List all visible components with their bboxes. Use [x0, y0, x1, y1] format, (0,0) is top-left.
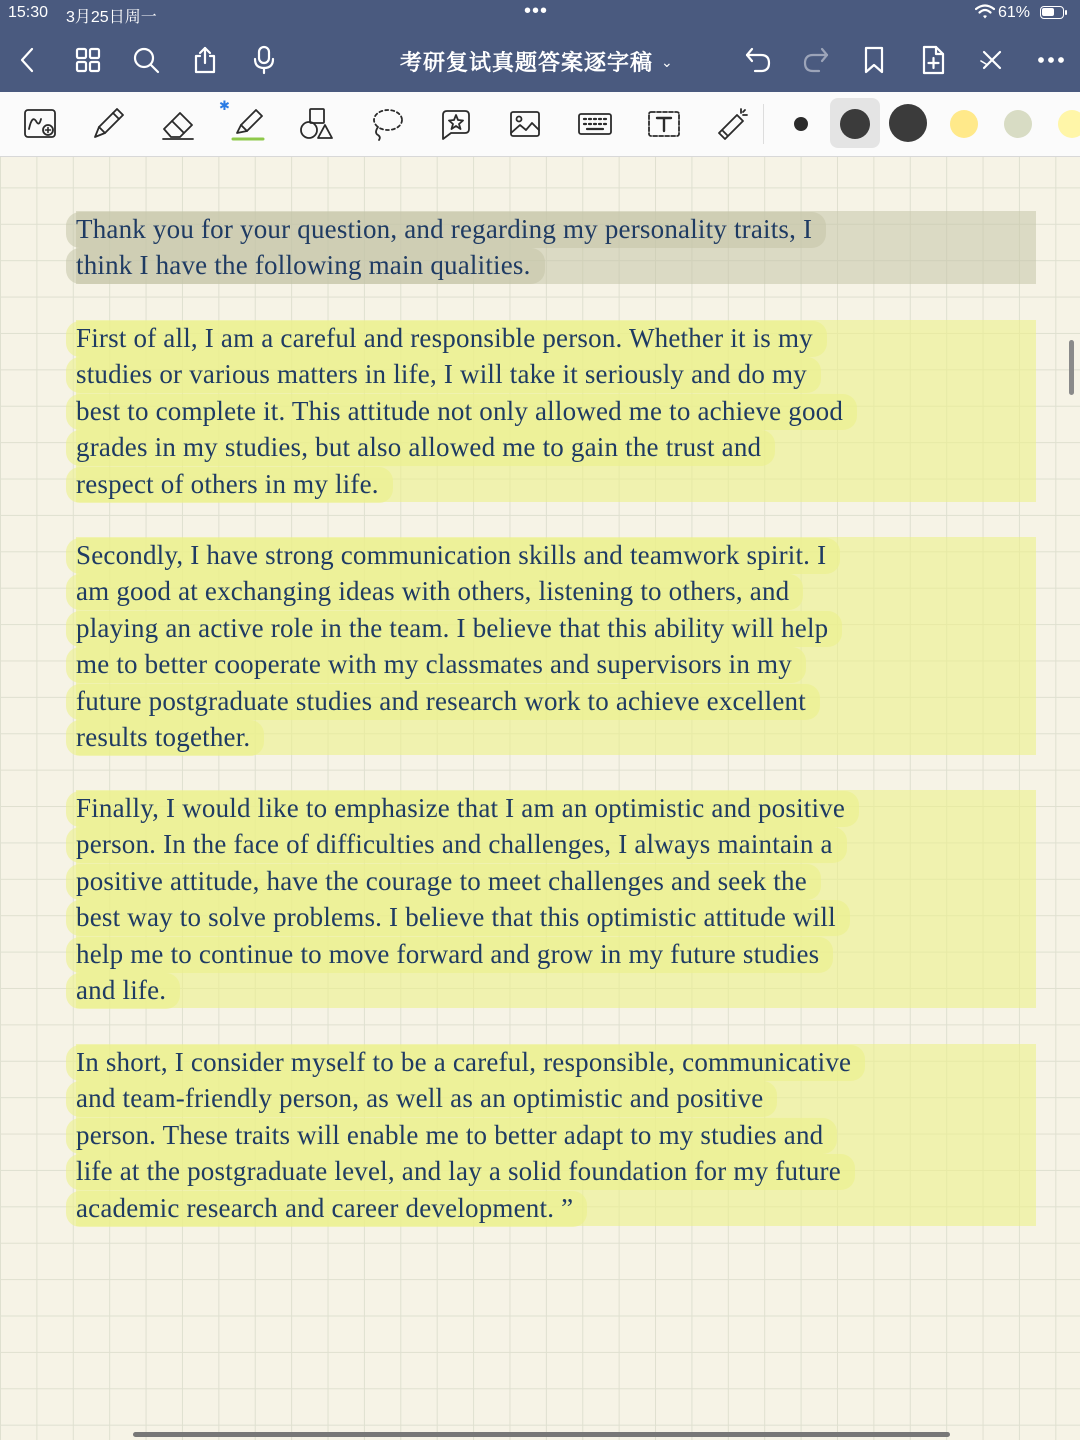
- search-icon[interactable]: [128, 42, 164, 78]
- text-line: positive attitude, have the courage to meet challenges and seek the: [76, 863, 1036, 899]
- text-line: best way to solve problems. I believe that this optimistic attitude will: [76, 899, 1036, 935]
- text-line: and team-friendly person, as well as an optimistic and positive: [76, 1080, 1036, 1116]
- document-title: 考研复试真题答案逐字稿: [400, 50, 654, 75]
- battery-percent: 61%: [998, 4, 1031, 21]
- text-line: Secondly, I have strong communication skills and teamwork spirit. I: [76, 537, 1036, 573]
- text-line: think I have the following main qualities.: [76, 247, 1036, 283]
- text-line: person. In the face of difficulties and challenges, I always maintain a: [76, 826, 1036, 862]
- text-line: grades in my studies, but also allowed me to gain the trust and: [76, 429, 1036, 465]
- grid-icon[interactable]: [70, 42, 106, 78]
- paragraph-summary: [76, 1044, 1036, 1226]
- color-swatch-sage[interactable]: [1004, 110, 1032, 138]
- paragraph-second: [76, 537, 1036, 755]
- eraser-icon[interactable]: [156, 102, 200, 146]
- laser-pointer-icon[interactable]: [710, 102, 754, 146]
- text-line: In short, I consider myself to be a careful, responsible, communicative: [76, 1044, 1036, 1080]
- more-icon[interactable]: [1033, 42, 1069, 78]
- text-line: and life.: [76, 972, 1036, 1008]
- text-line: studies or various matters in life, I will take it seriously and do my: [76, 356, 1036, 392]
- page-scrollbar[interactable]: [1069, 340, 1074, 395]
- text-line: playing an active role in the team. I believe that this ability will help: [76, 610, 1036, 646]
- text-line: help me to continue to move forward and grow in my future studies: [76, 936, 1036, 972]
- stroke-size-small[interactable]: [794, 117, 808, 131]
- bluetooth-icon: ✱: [219, 98, 230, 113]
- text-line: academic research and career development. ”: [76, 1190, 1036, 1226]
- microphone-icon[interactable]: [246, 42, 282, 78]
- status-date: 3月25日周一: [66, 9, 157, 26]
- nav-row: [0, 30, 1080, 92]
- text-line: best to complete it. This attitude not only allowed me to achieve good: [76, 393, 1036, 429]
- add-page-icon[interactable]: [915, 42, 951, 78]
- text-line: Finally, I would like to emphasize that I am an optimistic and positive: [76, 790, 1036, 826]
- sticker-icon[interactable]: [434, 102, 478, 146]
- battery-icon: [1040, 6, 1064, 19]
- stroke-size-large[interactable]: [889, 104, 927, 142]
- text-line: results together.: [76, 719, 1036, 755]
- lasso-icon[interactable]: [365, 102, 409, 146]
- status-time: 15:30: [8, 4, 49, 21]
- text-line: Thank you for your question, and regarding my personality traits, I: [76, 211, 1036, 247]
- paragraph-first: [76, 320, 1036, 502]
- text-line: respect of others in my life.: [76, 466, 1036, 502]
- close-icon[interactable]: [974, 42, 1010, 78]
- highlighter-icon[interactable]: [226, 102, 270, 146]
- toolbar-divider: [763, 104, 764, 144]
- shapes-icon[interactable]: [295, 102, 339, 146]
- paragraph-third: [76, 790, 1036, 1008]
- image-icon[interactable]: [503, 102, 547, 146]
- text-line: person. These traits will enable me to better adapt to my studies and: [76, 1117, 1036, 1153]
- paragraph-intro: [76, 211, 1036, 284]
- text-line: future postgraduate studies and research work to achieve excellent: [76, 683, 1036, 719]
- pen-icon[interactable]: [86, 102, 130, 146]
- document-title-button[interactable]: [400, 46, 674, 77]
- text-line: First of all, I am a careful and responsible person. Whether it is my: [76, 320, 1036, 356]
- wifi-icon: [975, 4, 995, 20]
- tool-bar: [0, 92, 1080, 157]
- chevron-down-icon: ⌄: [661, 54, 674, 70]
- undo-icon[interactable]: [740, 42, 776, 78]
- note-page[interactable]: [0, 157, 1080, 1440]
- back-icon[interactable]: [10, 42, 46, 78]
- bookmark-icon[interactable]: [856, 42, 892, 78]
- keyboard-icon[interactable]: [573, 102, 617, 146]
- color-swatch-yellow[interactable]: [950, 110, 978, 138]
- share-icon[interactable]: [187, 42, 223, 78]
- text-tool-icon[interactable]: [642, 102, 686, 146]
- text-line: life at the postgraduate level, and lay a solid foundation for my future: [76, 1153, 1036, 1189]
- text-line: me to better cooperate with my classmates and supervisors in my: [76, 646, 1036, 682]
- status-bar: [0, 0, 1080, 28]
- text-line: am good at exchanging ideas with others, listening to others, and: [76, 573, 1036, 609]
- handwriting-recognition-icon[interactable]: [18, 102, 62, 146]
- top-bar: [0, 0, 1080, 92]
- stroke-size-medium[interactable]: [840, 109, 870, 139]
- home-indicator[interactable]: [133, 1432, 950, 1437]
- redo-icon[interactable]: [798, 42, 834, 78]
- multitask-dots[interactable]: •••: [524, 0, 549, 22]
- color-swatch-light-yellow[interactable]: [1058, 110, 1080, 138]
